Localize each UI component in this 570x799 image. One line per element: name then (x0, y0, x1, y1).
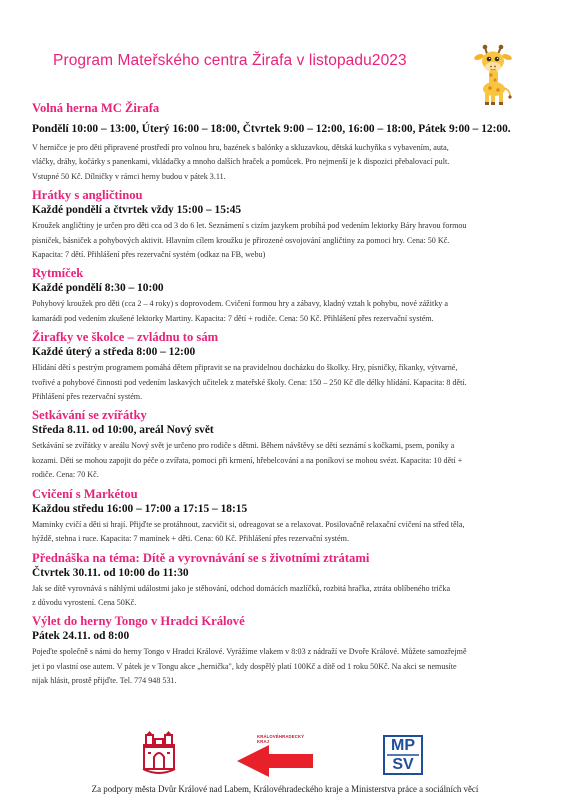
section-schedule: Pátek 24.11. od 8:00 (32, 630, 130, 643)
description-line: Přihlášení přes rezervační systém. (32, 392, 143, 402)
section-description (32, 439, 547, 482)
kraj-arrow-icon (235, 745, 315, 777)
footer-support-text: Za podpory města Dvůr Králové nad Labem, Královéhradeckého kraje a Ministerstva práce a sociálních věcí (91, 784, 479, 794)
section-title: Hrátky s angličtinou (32, 188, 143, 203)
sponsor-logos (0, 731, 570, 779)
program-sections (32, 101, 547, 693)
description-line: Kroužek angličtiny je určen pro děti cca od 3 do 6 let. Seznámení s cizím jazykem probíhá pod vedením lektorky Báry hravou formou (32, 221, 467, 231)
description-line: Kapacita: 7 dětí. Přihlášení přes rezervační systém (odkaz na FB, webu) (32, 250, 266, 260)
section-description (32, 141, 547, 184)
section-schedule: Každé pondělí a čtvrtek vždy 15:00 – 15:45 (32, 204, 242, 217)
section-title: Setkávání se zvířátky (32, 408, 147, 423)
page-title: Program Mateřského centra Žirafa v listopadu2023 (53, 52, 407, 69)
section-title: Rytmíček (32, 266, 84, 281)
description-line: kozami. Děti se mohou zapojit do péče o zvířata, pomoci při krmení, hřebelcování a na poníkovi se mohou svézt. Kapacita: 10 dětí + (32, 455, 463, 465)
description-line: Setkávání se zvířátky v areálu Nový svět je určeno pro rodiče s dětmi. Během návštěvy se děti seznámí s kočkami, psem, poníky a (32, 441, 455, 451)
description-line: z důvodu vyrostení. Cena 50Kč. (32, 597, 137, 607)
section-schedule: Středa 8.11. od 10:00, areál Nový svět (32, 424, 214, 437)
program-section (32, 614, 547, 688)
section-description (32, 219, 547, 262)
description-line: rodiče. Cena: 70 Kč. (32, 470, 99, 480)
program-section (32, 487, 547, 547)
mpsv-logo-top: MP (391, 737, 415, 754)
section-schedule: Každé pondělí 8:30 – 10:00 (32, 282, 164, 295)
mpsv-logo-bottom: SV (392, 756, 414, 773)
section-title: Volná herna MC Žirafa (32, 101, 160, 115)
section-schedule: Čtvrtek 30.11. od 10:00 do 11:30 (32, 566, 189, 579)
description-line: kamarádi pod vedením zkušené lektorky Martiny. Kapacita: 7 dětí + rodiče. Cena: 50 Kč. Přihlášení přes rezervační systém. (32, 313, 434, 323)
description-line: Jak se dítě vyrovnává s náhlými událostmi jako je stěhování, odchod domácích mazlíčků, rozbitá hračka, ztráta oblíbeného trička (32, 583, 451, 593)
description-line: hýždě, stehna i ruce. Kapacita: 7 maminek + děti. Cena: 60 Kč. Přihlášení přes rezervační systém. (32, 534, 349, 544)
program-section (32, 188, 547, 262)
description-line: Pohybový kroužek pro děti (cca 2 – 4 roky) s doprovodem. Cvičení formou hry a zábavy, kladný vztah k pohybu, nové zážitky a (32, 299, 448, 309)
section-description (32, 645, 547, 688)
description-line: Vstupné 50 Kč. Dílničky v rámci herny budou v pátek 3.11. (32, 171, 226, 181)
program-section (32, 551, 547, 611)
section-title: Přednáška na téma: Dítě a vyrovnávání se s životními ztrátami (32, 550, 370, 565)
section-description (32, 518, 547, 547)
section-title: Žirafky ve školce – zvládnu to sám (32, 330, 219, 345)
description-line: vláčky, dráhy, kočárky s panenkami, vkládačky a mnoho dalších hraček a pomůcek. Pro nejmenší je k dispozici přebalovací pult. (32, 157, 450, 167)
kraj-logo-line-2: KRAJ (257, 739, 270, 744)
program-section (32, 330, 547, 404)
description-line: písniček, básniček a pohybových aktivit. Hlavním cílem kroužku je přirozené osvojování angličtiny za pomoci hry. Cena: 50 Kč. (32, 235, 450, 245)
section-schedule: Pondělí 10:00 – 13:00, Úterý 16:00 – 18:00, Čtvrtek 9:00 – 12:00, 16:00 – 18:00, Pátek 9:00 – 12:00. (32, 123, 511, 135)
section-schedule: Každé úterý a středa 8:00 – 12:00 (32, 346, 196, 359)
program-section (32, 266, 547, 326)
description-line: nijak hlásit, prostě přijďte. Tel. 774 948 531. (32, 676, 177, 686)
section-description (32, 361, 547, 404)
mpsv-logo (383, 735, 423, 775)
section-description (32, 297, 547, 326)
section-schedule: Každou středu 16:00 – 17:00 a 17:15 – 18:15 (32, 502, 248, 515)
giraffe-icon (470, 44, 518, 106)
description-line: tvořivé a pohybové činnosti pod vedením laskavých učitelek z mateřské školy. Cena: 150 – 250 Kč dle délky hlídání. Kapacita: 8 dětí. (32, 377, 467, 387)
program-section (32, 408, 547, 482)
description-line: Pojeďte společně s námi do herny Tongo v Hradci Králové. Vyrážíme vlakem v 8:03 z nádraží ve Dvoře Králové. Můžete samozřejmě (32, 647, 467, 657)
section-description (32, 582, 547, 611)
city-coat-of-arms-icon (142, 731, 176, 775)
section-title: Cvičení s Markétou (32, 486, 138, 501)
description-line: Maminky cvičí a děti si hrají. Přijďte se protáhnout, zacvičit si, odreagovat se a relaxovat. Posilovačně relaxační cvičení na střed těla, (32, 519, 465, 529)
description-line: V herničce je pro děti připravené prostředí pro volnou hru, bazének s balónky a skluzavkou, dětská kuchyňka s vybavením, auta, (32, 143, 449, 152)
description-line: jet i po vlastní ose autem. V pátek je v Tongu akce „hernička", kdy dospělý platí 100Kč a dítě od 1 roku 50Kč. Na akci se nemusíte (32, 661, 457, 671)
kraj-logo-line-1: KRÁLOVÉHRADECKÝ (257, 734, 305, 739)
program-section (32, 101, 547, 184)
kraj-logo-text (257, 734, 304, 744)
description-line: Hlídání dětí s pestrým programem pomáhá dětem připravit se na pravidelnou docházku do školky. Hry, písničky, říkanky, výtvarné, (32, 363, 458, 373)
kraj-logo (235, 734, 315, 777)
section-title: Výlet do herny Tongo v Hradci Králové (32, 614, 245, 629)
